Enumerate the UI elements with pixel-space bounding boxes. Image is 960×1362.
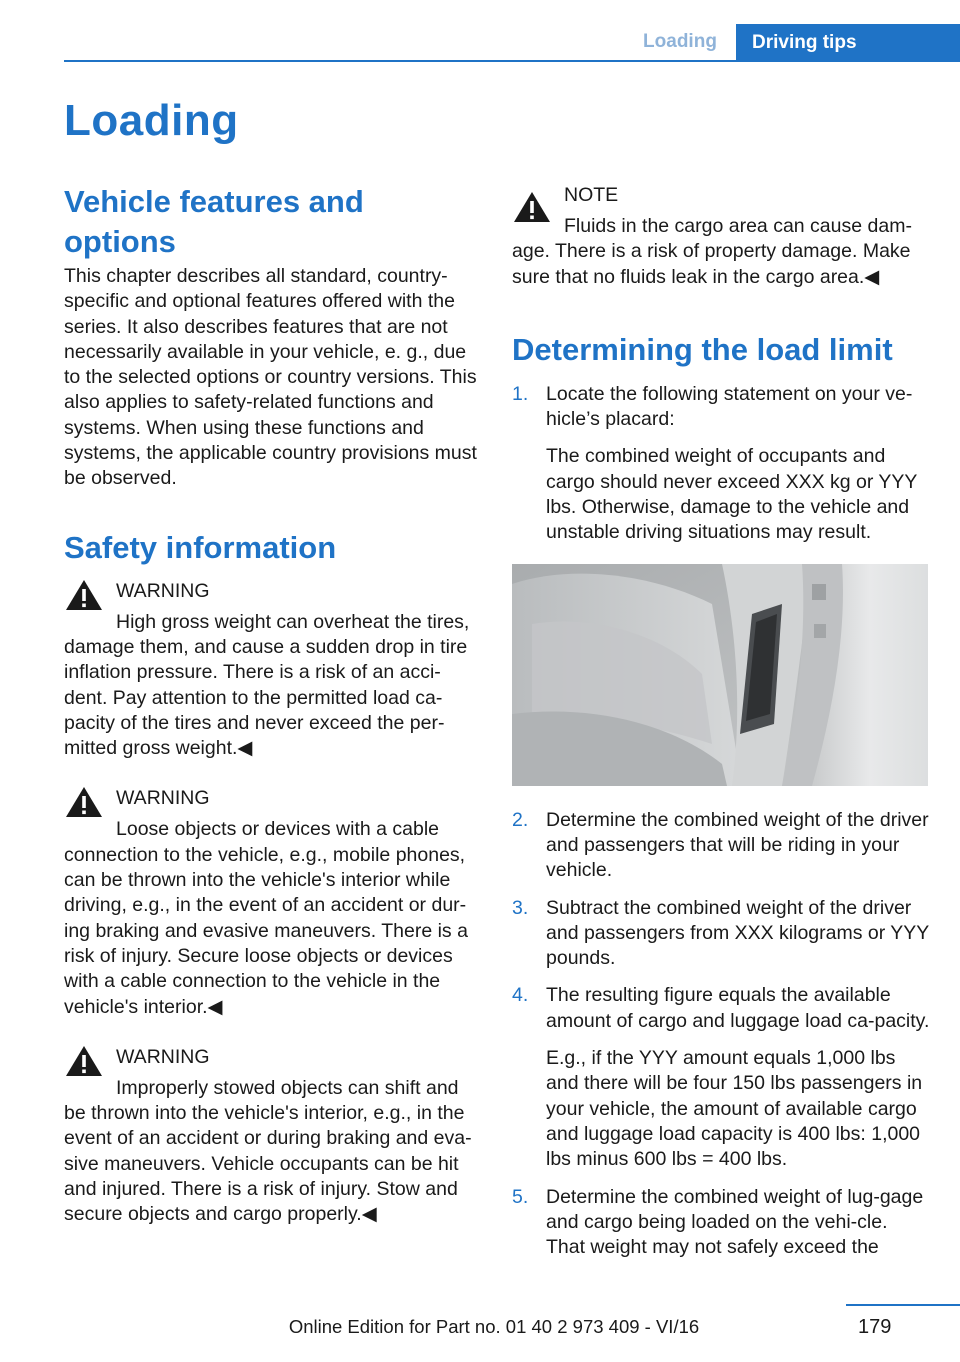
step-number: 5. <box>512 1185 529 1208</box>
vehicle-features-heading: Vehicle features and options <box>64 184 364 259</box>
footer-rule <box>846 1304 960 1306</box>
safety-information-heading: Safety information <box>64 529 337 565</box>
warning-label: WARNING <box>116 787 210 810</box>
list-item <box>512 382 930 546</box>
warning-triangle-icon <box>64 785 104 819</box>
load-limit-heading: Determining the load limit <box>512 331 893 367</box>
step-text: Locate the following statement on your ve-hicle’s placard: <box>546 382 913 431</box>
note-text: Fluids in the cargo area can cause dam-age. There is a risk of property damage. Make sure that no fluids leak in the cargo area.◀ <box>512 215 912 288</box>
footer-edition: Online Edition for Part no. 01 40 2 973 409 - VI/16 <box>288 1316 700 1337</box>
list-item <box>512 808 930 884</box>
step-subtext: The combined weight of occupants and cargo should never exceed XXX kg or YYY lbs. Otherwise, damage to the vehicle and unstable driving situations may result. <box>546 445 918 544</box>
warning-text: Improperly stowed objects can shift and be thrown into the vehicle's interior, e.g., in the event of an accident or during braking and eva-sive maneuvers. Vehicle occupants can be hit and injured. There is a risk of injury. Stow and secure objects and cargo properly.◀ <box>64 1076 472 1226</box>
list-item <box>512 983 930 1172</box>
header-tab-loading[interactable]: Loading <box>643 31 717 52</box>
left-column <box>64 182 480 1252</box>
warning-label: WARNING <box>116 579 210 602</box>
header-tab-driving-tips[interactable]: Driving tips <box>736 24 960 62</box>
page-title: Loading <box>64 96 239 145</box>
step-number: 3. <box>512 896 529 919</box>
warning-text: Loose objects or devices with a cable connection to the vehicle, e.g., mobile phones, can be thrown into the vehicle's interior while driving, e.g., in the event of an accident or dur-ing braking and evasive maneuvers. There is a risk of injury. Secure loose objects or devices with a cable connection to the vehicle in the vehicle's interior.◀ <box>64 818 468 1018</box>
warning-label: WARNING <box>116 1045 210 1068</box>
list-item <box>512 896 930 972</box>
step-text: Subtract the combined weight of the driver and passengers from XXX kilograms or YYY pounds. <box>546 896 929 970</box>
step-text: The resulting figure equals the available amount of cargo and luggage load ca-pacity. <box>546 984 930 1032</box>
note-block <box>512 182 930 290</box>
page-number: 179 <box>858 1316 892 1338</box>
warning-block <box>64 578 480 762</box>
door-pillar-placard-photo <box>512 564 928 786</box>
list-item <box>512 1185 930 1261</box>
warning-block <box>64 785 480 1019</box>
step-number: 2. <box>512 808 529 831</box>
step-text: Determine the combined weight of lug-gage and cargo being loaded on the vehi-cle. That weight may not safely exceed the <box>546 1185 924 1259</box>
load-limit-steps <box>512 382 930 546</box>
step-text: Determine the combined weight of the driver and passengers that will be riding in your vehicle. <box>546 808 929 882</box>
load-limit-steps-continued <box>512 808 930 1261</box>
step-subtext: E.g., if the YYY amount equals 1,000 lbs and there will be four 150 lbs passengers in your vehicle, the amount of available cargo and luggage load capacity is 400 lbs: 1,000 lbs minus 600 lbs = 400 lbs. <box>546 1047 923 1171</box>
warning-triangle-icon <box>64 1044 104 1078</box>
warning-text: High gross weight can overheat the tires, damage them, and cause a sudden drop in tire inflation pressure. There is a risk of an acci-dent. Pay attention to the permitted load ca-pacity of the tires and never exceed the per-mitted gross weight.◀ <box>64 610 470 760</box>
warning-triangle-icon <box>64 578 104 612</box>
vehicle-features-text: This chapter describes all standard, country-specific and optional features offered with the series. It also describes features that are not necessarily available in your vehicle, e. g., due to the selected options or country versions. This also applies to safety-related functions and systems. When using these functions and systems, the applicable country provisions must be observed. <box>64 265 477 490</box>
note-label: NOTE <box>564 184 619 206</box>
right-column <box>512 182 930 1272</box>
step-number: 1. <box>512 382 529 405</box>
warning-block <box>64 1044 480 1228</box>
warning-triangle-icon <box>512 190 552 224</box>
header-rule <box>64 60 960 62</box>
step-number: 4. <box>512 984 529 1007</box>
